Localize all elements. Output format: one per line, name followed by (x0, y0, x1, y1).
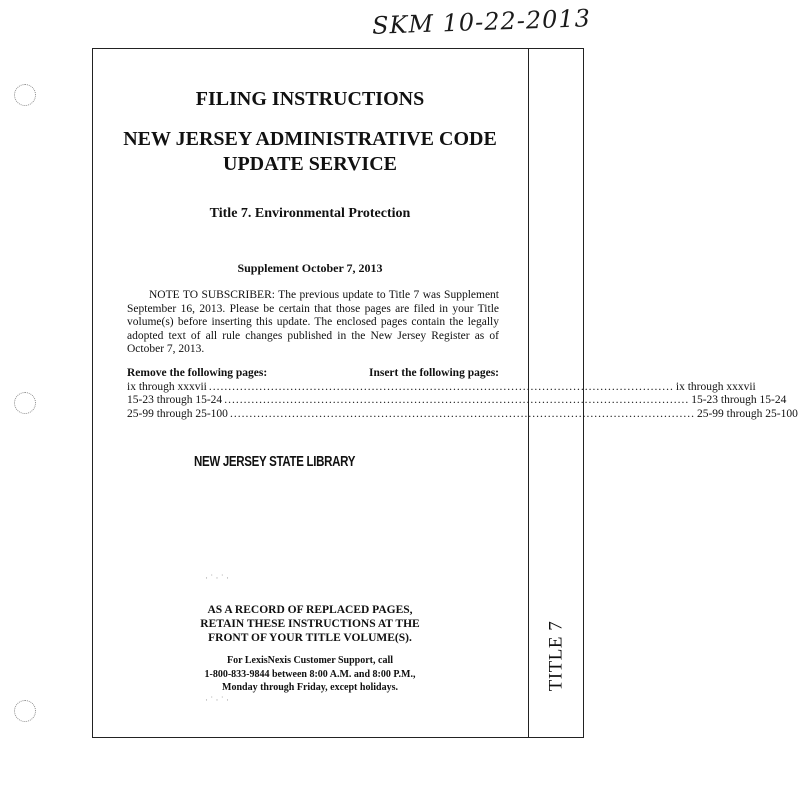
leader-dots: ........................................................................................................................ (229, 407, 695, 420)
retain-line: RETAIN THESE INSTRUCTIONS AT THE (200, 618, 420, 630)
scan-speck: · ˙ · ˙ · (205, 573, 229, 583)
side-tab (531, 616, 581, 696)
scan-speck: · ˙ · ˙ · (205, 695, 229, 705)
table-row (127, 380, 756, 395)
subscriber-note: NOTE TO SUBSCRIBER: The previous update to Title 7 was Supplement September 16, 2013. Please be certain that those pages are filed in your Title volume(s) before inserting this update. The enclosed pages contain the legally adopted text of all rule changes published in the New Jersey Register as of October 7, 2013. (127, 289, 499, 355)
page-subtitle (92, 127, 528, 177)
table-row (127, 407, 798, 422)
table-row (127, 394, 787, 408)
remove-pages: 25-99 through 25-100 (127, 407, 228, 420)
retain-instructions (92, 603, 528, 645)
insert-pages: ix through xxxvii (675, 380, 756, 393)
punch-hole-middle (14, 392, 36, 414)
handwritten-note: SKM 10-22-2013 (371, 4, 592, 40)
side-tab-label: TITLE 7 (545, 620, 567, 692)
leader-dots: ........................................................................................................................ (208, 380, 674, 393)
retain-line: FRONT OF YOUR TITLE VOLUME(S). (208, 632, 412, 644)
remove-pages: ix through xxxvii (127, 380, 207, 393)
remove-pages: 15-23 through 15-24 (127, 394, 223, 406)
supplement-date: Supplement October 7, 2013 (237, 261, 383, 275)
leader-dots: ........................................................................................................................ (224, 394, 690, 406)
insert-header: Insert the following pages: (368, 367, 499, 379)
pages-table (127, 367, 798, 421)
punch-hole-bottom (14, 700, 36, 722)
subtitle-line: UPDATE SERVICE (223, 153, 397, 175)
support-line: 1-800-833-9844 between 8:00 A.M. and 8:00 P.M., (204, 668, 416, 680)
pages-table-header (127, 367, 499, 381)
title-section: Title 7. Environmental Protection (209, 206, 411, 221)
insert-pages: 25-99 through 25-100 (696, 407, 798, 420)
support-line: Monday through Friday, except holidays. (222, 682, 398, 693)
customer-support (92, 654, 528, 695)
remove-header: Remove the following pages: (127, 367, 268, 379)
insert-pages: 15-23 through 15-24 (691, 394, 787, 406)
library-stamp: NEW JERSEY STATE LIBRARY (194, 454, 356, 470)
retain-line: AS A RECORD OF REPLACED PAGES, (207, 604, 413, 616)
punch-hole-top (14, 84, 36, 106)
page-title: FILING INSTRUCTIONS (195, 88, 425, 110)
support-line: For LexisNexis Customer Support, call (226, 655, 393, 666)
subtitle-line: NEW JERSEY ADMINISTRATIVE CODE (123, 128, 497, 150)
